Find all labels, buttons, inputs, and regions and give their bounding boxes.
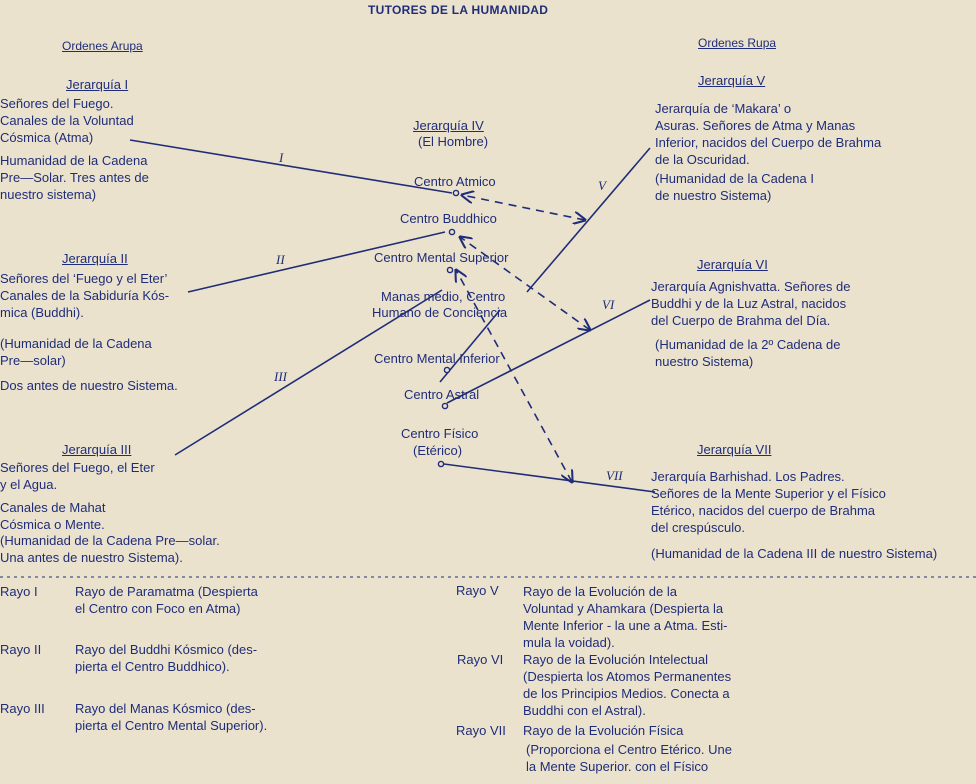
ray-III-text: Rayo del Manas Kósmico (des- <box>75 701 256 716</box>
ray-II-label: Rayo II <box>0 642 42 657</box>
right-header: Ordenes Rupa <box>698 36 777 50</box>
hierarchy-II-line: (Humanidad de la Cadena <box>0 336 152 351</box>
hierarchy-III-line: Una antes de nuestro Sistema). <box>0 550 183 565</box>
ray-V-text: Mente Inferior - la une a Atma. Esti- <box>523 618 728 633</box>
hierarchy-I-line: nuestro sistema) <box>0 187 97 202</box>
hierarchy-VI-line: Jerarquía Agnishvatta. Señores de <box>651 279 851 294</box>
hierarchy-VI-title: Jerarquía VI <box>697 257 768 272</box>
center-astral: Centro Astral <box>404 387 480 402</box>
hierarchy-III-title: Jerarquía III <box>62 442 132 457</box>
hierarchy-I-line: Pre—Solar. Tres antes de <box>0 170 149 185</box>
line-label-III: III <box>274 369 287 384</box>
hierarchy-VI-line: nuestro Sistema) <box>655 354 754 369</box>
center-manas-line: Humano de Conciencia <box>372 305 508 320</box>
ray-V-label: Rayo V <box>456 583 499 598</box>
dot-mental-inf <box>444 367 449 372</box>
hierarchy-III-line: Cósmica o Mente. <box>0 517 105 532</box>
ray-VI-text: (Despierta los Atomos Permanentes <box>523 669 732 684</box>
hierarchy-IV-title: Jerarquía IV <box>413 118 484 133</box>
line-label-II: II <box>276 252 285 267</box>
hierarchy-VI-line: Buddhi y de la Luz Astral, nacidos <box>651 296 847 311</box>
hierarchy-IV-subtitle: (El Hombre) <box>418 134 489 149</box>
center-fisico-sub: (Etérico) <box>413 443 463 458</box>
dot-mental-sup <box>447 267 452 272</box>
hierarchy-VI-line: (Humanidad de la 2º Cadena de <box>655 337 841 352</box>
ray-III-text: pierta el Centro Mental Superior). <box>75 718 268 733</box>
hierarchy-VII-line: Jerarquía Barhishad. Los Padres. <box>651 469 845 484</box>
line-label-V: V <box>598 178 606 193</box>
hierarchy-V-line: de nuestro Sistema) <box>655 188 772 203</box>
ray-I-text: Rayo de Paramatma (Despierta <box>75 584 258 599</box>
ray-II-text: Rayo del Buddhi Kósmico (des- <box>75 642 258 657</box>
hierarchy-VI-line: del Cuerpo de Brahma del Día. <box>651 313 831 328</box>
dot-fisico <box>438 461 443 466</box>
dot-astral <box>442 403 447 408</box>
ray-I-label: Rayo I <box>0 584 38 599</box>
line-I <box>130 140 452 193</box>
ray-VII-text: la Mente Superior. con el Físico <box>526 759 709 774</box>
hierarchy-VII-line: Señores de la Mente Superior y el Físico <box>651 486 886 501</box>
hierarchy-I-line: Señores del Fuego. <box>0 96 114 111</box>
center-fisico: Centro Físico <box>401 426 479 441</box>
ray-V-text: Rayo de la Evolución de la <box>523 584 677 599</box>
line-V <box>527 148 650 292</box>
center-atmico: Centro Atmico <box>414 174 496 189</box>
hierarchy-I-line: Canales de la Voluntad <box>0 113 134 128</box>
line-VII <box>444 464 655 492</box>
dot-buddhico <box>449 229 454 234</box>
hierarchy-II-line: Canales de la Sabiduría Kós- <box>0 288 170 303</box>
hierarchy-II-line: Dos antes de nuestro Sistema. <box>0 378 178 393</box>
line-label-VI: VI <box>602 297 615 312</box>
center-buddhico: Centro Buddhico <box>400 211 497 226</box>
hierarchy-V-line: Inferior, nacidos del Cuerpo de Brahma <box>655 135 882 150</box>
ray-VI-text: Buddhi con el Astral). <box>523 703 646 718</box>
hierarchy-VII-line: del crespúsculo. <box>651 520 745 535</box>
hierarchy-VII-line: Etérico, nacidos del cuerpo de Brahma <box>651 503 876 518</box>
ray-VII-text: (Proporciona el Centro Etérico. Une <box>526 742 732 757</box>
page-title: TUTORES DE LA HUMANIDAD <box>368 3 549 17</box>
ray-I-text: el Centro con Foco en Atma) <box>75 601 241 616</box>
dot-atmico <box>453 190 458 195</box>
ray-VI-text: Rayo de la Evolución Intelectual <box>523 652 709 667</box>
hierarchy-III-line: y el Agua. <box>0 477 58 492</box>
hierarchy-V-title: Jerarquía V <box>698 73 766 88</box>
hierarchy-III-line: Señores del Fuego, el Eter <box>0 460 155 475</box>
hierarchy-I-line: Cósmica (Atma) <box>0 130 94 145</box>
hierarchy-I-title: Jerarquía I <box>66 77 129 92</box>
hierarchy-II-line: mica (Buddhi). <box>0 305 84 320</box>
line-label-VII: VII <box>606 468 623 483</box>
hierarchy-III-line: Canales de Mahat <box>0 500 106 515</box>
hierarchy-VII-title: Jerarquía VII <box>697 442 772 457</box>
hierarchy-V-line: (Humanidad de la Cadena I <box>655 171 814 186</box>
center-mental-superior: Centro Mental Superior <box>374 250 509 265</box>
hierarchy-II-line: Señores del ‘Fuego y el Eter’ <box>0 271 168 286</box>
ray-III-label: Rayo III <box>0 701 45 716</box>
center-manas-line: Manas medio, Centro <box>381 289 506 304</box>
ray-V-text: Voluntad y Ahamkara (Despierta la <box>523 601 724 616</box>
hierarchy-II-title: Jerarquía II <box>62 251 128 266</box>
hierarchy-III-line: (Humanidad de la Cadena Pre—solar. <box>0 533 220 548</box>
center-mental-inferior: Centro Mental Inferior <box>374 351 500 366</box>
hierarchy-VII-line: (Humanidad de la Cadena III de nuestro Sistema) <box>651 546 938 561</box>
hierarchy-V-line: Asuras. Señores de Atma y Manas <box>655 118 856 133</box>
ray-VII-label: Rayo VII <box>456 723 506 738</box>
hierarchy-V-line: Jerarquía de ‘Makara’ o <box>655 101 792 116</box>
line-label-I: I <box>279 150 284 165</box>
hierarchy-I-line: Humanidad de la Cadena <box>0 153 148 168</box>
ray-VI-text: de los Principios Medios. Conecta a <box>523 686 730 701</box>
left-header: Ordenes Arupa <box>62 39 143 53</box>
hierarchy-V-line: de la Oscuridad. <box>655 152 750 167</box>
ray-V-text: mula la voidad). <box>523 635 615 650</box>
hierarchy-II-line: Pre—solar) <box>0 353 66 368</box>
ray-VII-text: Rayo de la Evolución Física <box>523 723 684 738</box>
ray-II-text: pierta el Centro Buddhico). <box>75 659 230 674</box>
ray-VI-label: Rayo VI <box>457 652 504 667</box>
